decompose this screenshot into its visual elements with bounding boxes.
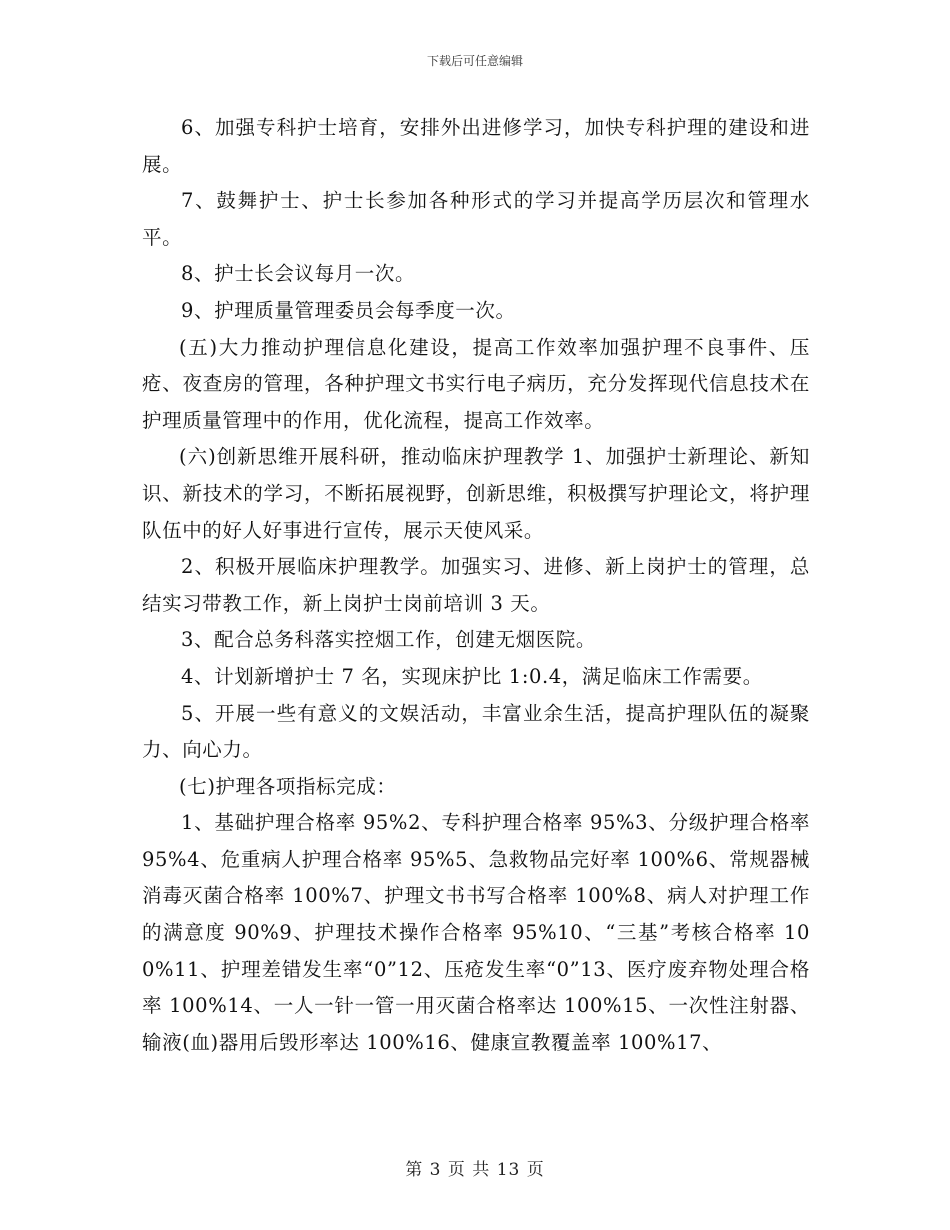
- paragraph-indicators-list: 1、基础护理合格率 95%2、专科护理合格率 95%3、分级护理合格率 95%4、危重病人护理合格率 95%5、急救物品完好率 100%6、常规器械消毒灭菌合格率 100%7、护理文书书写合格率 100%8、病人对护理工作的满意度 90%9、护理技术操作合格率 95%10、“三基”考核合格率 100%11、护理差错发生率“0”12、压疮发生率“0”13、医疗废弃物处理合格率 100%14、一人一针一管一用灭菌合格率达 100%15、一次性注射器、输液(血)器用后毁形率达 100%16、健康宣教覆盖率 100%17、: [142, 811, 810, 1054]
- document-body: [142, 110, 810, 1061]
- paragraph-activities-5: 5、开展一些有意义的文娱活动，丰富业余生活，提高护理队伍的凝聚力、向心力。: [142, 701, 810, 762]
- paragraph-item-7: 7、鼓舞护士、护士长参加各种形式的学习并提高学历层次和管理水平。: [142, 189, 810, 249]
- paragraph-item-6: 6、加强专科护士培育，安排外出进修学习，加快专科护理的建设和进展。: [142, 116, 810, 176]
- section-6-research-teaching: (六)创新思维开展科研，推动临床护理教学 1、加强护士新理论、新知识、新技术的学习，不断拓展视野，创新思维，积极撰写护理论文，将护理队伍中的好人好事进行宣传，展示天使风采。: [142, 445, 810, 542]
- page-header-note: 下载后可任意编辑: [426, 54, 523, 68]
- paragraph-item-9: 9、护理质量管理委员会每季度一次。: [181, 298, 516, 322]
- paragraph-item-8: 8、护士长会议每月一次。: [181, 262, 416, 286]
- section-7-indicators-heading: (七)护理各项指标完成：: [179, 774, 397, 798]
- section-5-informatization: (五)大力推动护理信息化建设，提高工作效率加强护理不良事件、压疮、夜查房的管理，各种护理文书实行电子病历，充分发挥现代信息技术在护理质量管理中的作用，优化流程，提高工作效率。: [142, 335, 810, 432]
- paragraph-smoke-control-3: 3、配合总务科落实控烟工作，创建无烟医院。: [181, 628, 597, 652]
- page-number-footer: 第 3 页 共 13 页: [405, 1160, 545, 1180]
- paragraph-teaching-2: 2、积极开展临床护理教学。加强实习、进修、新上岗护士的管理，总结实习带教工作，新上岗护士岗前培训 3 天。: [142, 555, 810, 615]
- paragraph-new-nurses-4: 4、计划新增护士 7 名，实现床护比 1:0.4，满足临床工作需要。: [181, 664, 763, 688]
